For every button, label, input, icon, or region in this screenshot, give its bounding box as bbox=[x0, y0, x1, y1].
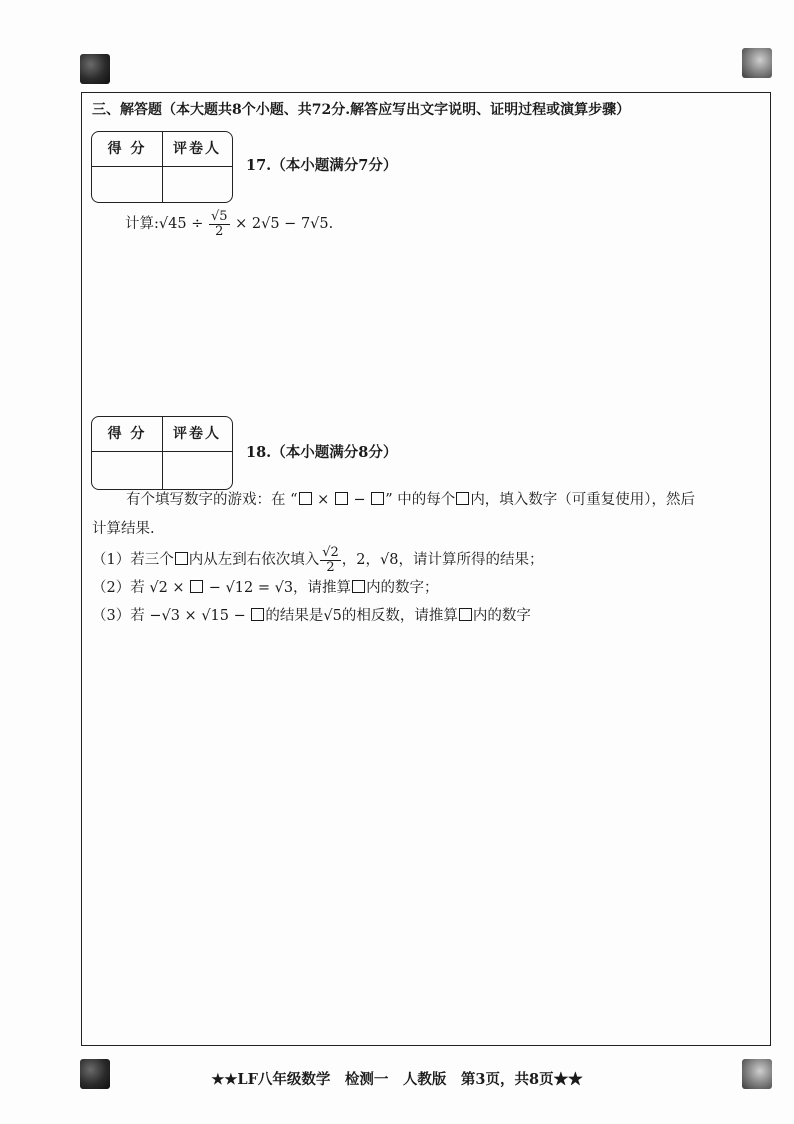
blank-box-icon bbox=[299, 492, 312, 505]
q18-p1-frac-den: 2 bbox=[326, 559, 335, 575]
blank-box-icon bbox=[456, 492, 469, 505]
q18-p1-c: ，2，√8，请计算所得的结果； bbox=[341, 552, 544, 569]
blank-box-icon bbox=[251, 608, 264, 621]
q18-p1-fraction bbox=[320, 546, 341, 574]
q18-part3 bbox=[92, 608, 531, 625]
q18-p2-a: （2）若 √2 × bbox=[92, 580, 190, 596]
q17-expr-b: × 2√5 − 7√5. bbox=[230, 216, 334, 233]
q18-part1 bbox=[92, 546, 544, 574]
score-label: 得 分 bbox=[107, 426, 147, 442]
q18-intro-b: × bbox=[312, 492, 334, 508]
q18-p3-a: （3）若 −√3 × √15 − bbox=[92, 608, 251, 624]
q18-intro-a: 有个填写数字的游戏：在 “ bbox=[126, 492, 298, 508]
q18-intro-line2: 计算结果. bbox=[92, 521, 155, 537]
q18-intro-d: ” 中的每个 bbox=[385, 492, 456, 508]
q18-intro-c: − bbox=[348, 492, 371, 508]
q18-header: 18.（本小题满分8分） bbox=[246, 444, 398, 461]
q18-p1-frac-num: √2 bbox=[322, 545, 339, 560]
grader-label: 评卷人 bbox=[173, 426, 221, 442]
registration-mark-top-left bbox=[80, 54, 110, 84]
blank-box-icon bbox=[371, 492, 384, 505]
q17-frac-num: √5 bbox=[210, 209, 228, 224]
blank-box-icon bbox=[190, 580, 203, 593]
section-title: 三、解答题（本大题共8个小题、共72分.解答应写出文字说明、证明过程或演算步骤） bbox=[92, 102, 631, 118]
score-box-q17 bbox=[91, 131, 233, 203]
q17-header: 17.（本小题满分7分） bbox=[246, 157, 398, 174]
q18-p3-b: 的结果是√5的相反数，请推算 bbox=[265, 608, 458, 624]
q17-frac-den: 2 bbox=[215, 223, 224, 239]
q17-expr-a: √45 ÷ bbox=[158, 216, 208, 233]
q18-p2-b: − √12 = √3，请推算 bbox=[204, 580, 352, 596]
blank-box-icon bbox=[459, 608, 472, 621]
blank-box-icon bbox=[352, 580, 365, 593]
registration-mark-top-right bbox=[742, 48, 772, 78]
q17-calc-label: 计算: bbox=[125, 216, 159, 233]
q18-p2-c: 内的数字； bbox=[366, 580, 439, 596]
q18-intro-e: 内，填入数字（可重复使用），然后 bbox=[470, 492, 696, 508]
q17-expression bbox=[125, 210, 333, 238]
q18-p1-a: （1）若三个 bbox=[92, 552, 174, 569]
q18-intro-line1 bbox=[126, 492, 695, 509]
q18-p3-c: 内的数字 bbox=[472, 608, 531, 624]
blank-box-icon bbox=[335, 492, 348, 505]
q18-part2 bbox=[92, 580, 439, 597]
grader-label: 评卷人 bbox=[173, 141, 221, 157]
q17-fraction bbox=[209, 210, 230, 238]
score-box-q18 bbox=[91, 416, 233, 490]
page-footer: ★★LF八年级数学 检测一 人教版 第3页，共8页★★ bbox=[211, 1071, 583, 1088]
score-label: 得 分 bbox=[107, 141, 147, 157]
blank-box-icon bbox=[175, 552, 188, 565]
q18-p1-b: 内从左到右依次填入 bbox=[188, 552, 320, 569]
